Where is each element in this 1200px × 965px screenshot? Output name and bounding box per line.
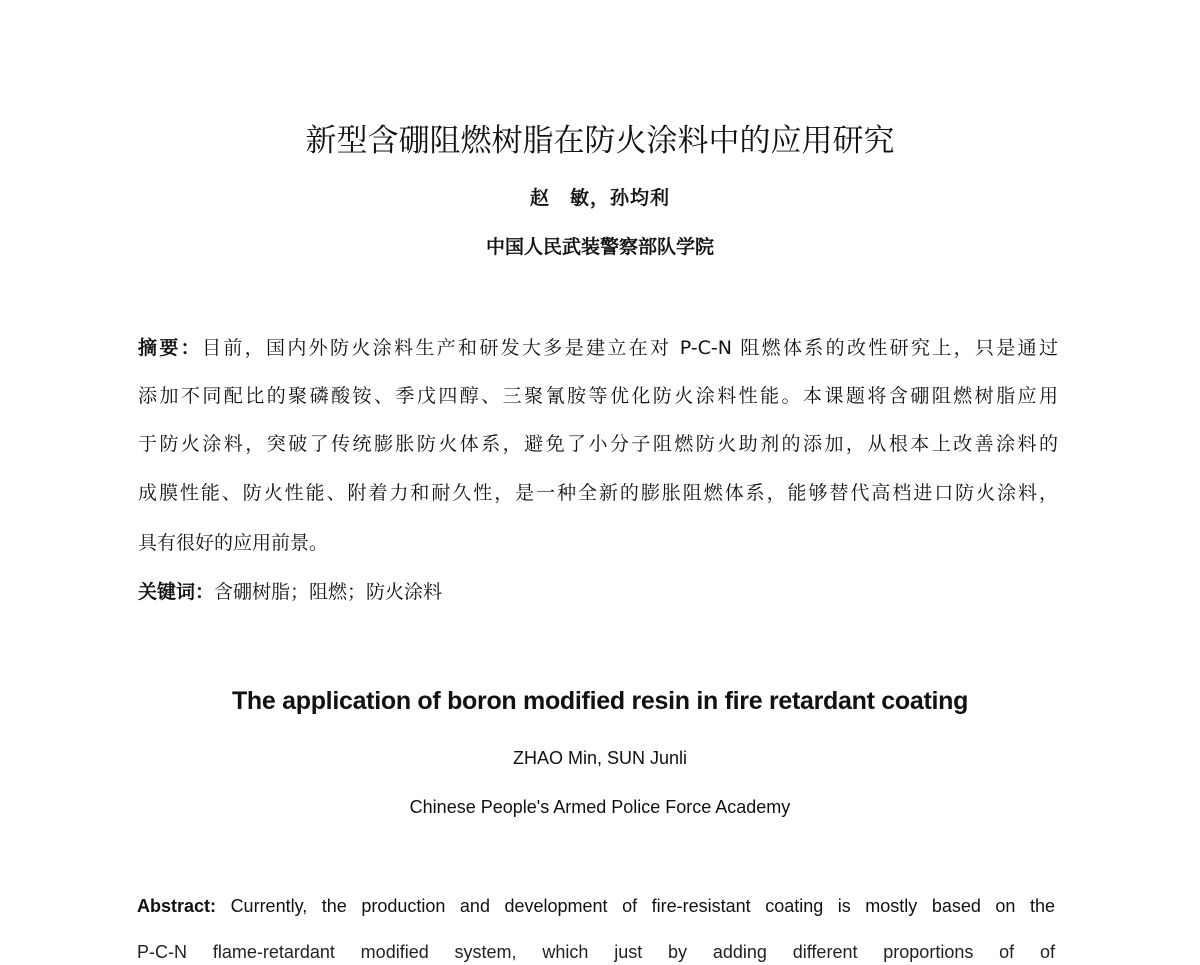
chinese-keywords: 含硼树脂；阻燃；防火涂料 [214,581,443,603]
chinese-abstract-line [138,430,1058,458]
chinese-title: 新型含硼阻燃树脂在防火涂料中的应用研究 [305,123,895,159]
english-abstract-label: Abstract: [137,896,217,916]
english-abstract-text: P-C-N flame-retardant modified system, which just by adding different proportions of of [137,942,1055,962]
chinese-affiliation: 中国人民武装警察部队学院 [485,236,714,258]
chinese-keywords-label: 关键词： [138,581,215,603]
chinese-abstract-text: 具有很好的应用前景。 [138,532,329,554]
english-abstract-text: Currently, the production and development of fire-resistant coating is mostly based on the [230,896,1055,916]
chinese-abstract-line [138,529,1058,557]
english-abstract-line [137,939,1055,965]
english-title: The application of boron modified resin in fire retardant coating [231,687,969,715]
english-authors: ZHAO Min, SUN Junli [512,748,688,768]
chinese-abstract-text: 成膜性能、防火性能、附着力和耐久性，是一种全新的膨胀阻燃体系，能够替代高档进口防火涂料， [138,482,1058,504]
chinese-abstract-text: 于防火涂料，突破了传统膨胀防火体系，避免了小分子阻燃防火助剂的添加，从根本上改善涂料的 [138,433,1058,455]
chinese-abstract-line [138,382,1058,410]
chinese-abstract-text: 添加不同配比的聚磷酸铵、季戊四醇、三聚氰胺等优化防火涂料性能。本课题将含硼阻燃树脂应用 [138,385,1058,407]
chinese-abstract-text: 目前，国内外防火涂料生产和研发大多是建立在对 P-C-N 阻燃体系的改性研究上，只是通过 [202,337,1058,359]
chinese-abstract-line [138,479,1058,507]
english-affiliation: Chinese People's Armed Police Force Academy [409,797,791,817]
chinese-authors: 赵 敏，孙均利 [529,187,670,209]
chinese-keywords-line [138,578,1058,606]
chinese-abstract-label: 摘要： [138,337,202,359]
chinese-abstract-line [138,334,1058,362]
english-abstract-line [137,893,1055,919]
